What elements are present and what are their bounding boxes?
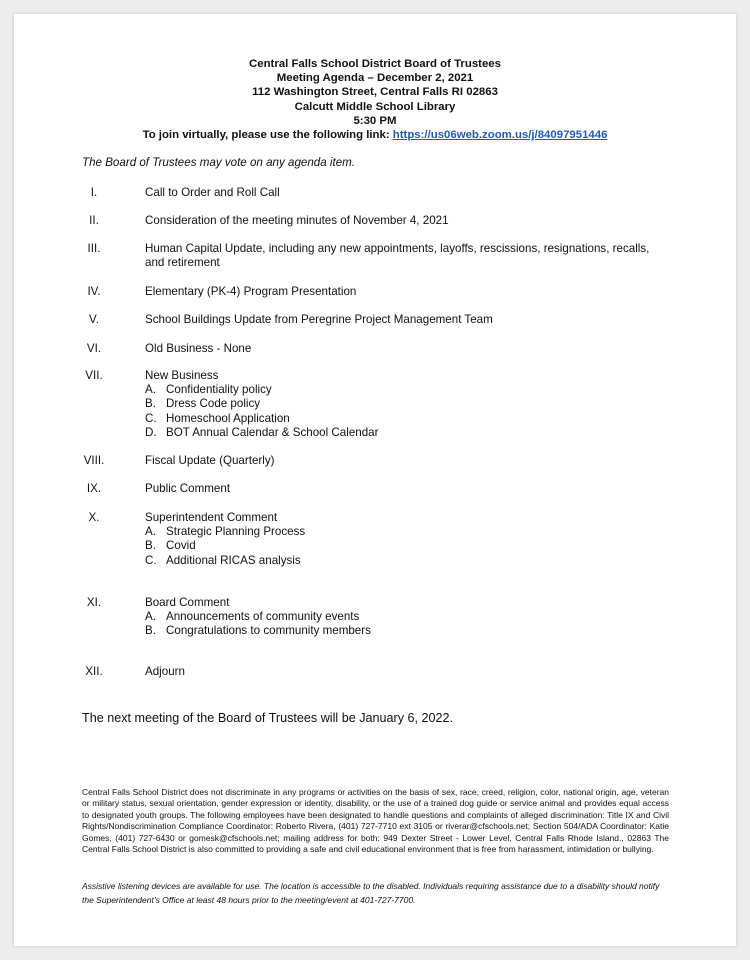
sub-item <box>145 412 675 426</box>
item-number: XI. <box>86 596 102 609</box>
item-number: IV. <box>87 285 101 298</box>
item-number: V. <box>89 313 99 326</box>
meeting-address: 112 Washington Street, Central Falls RI 02863 <box>252 86 498 99</box>
accessibility-notice: Assistive listening devices are available for use. The location is accessible to the disabled. Individuals requiring assistance due to a disability should notify the Superintendent’s Office at least 48 hours prior to the meeting/event at 401-727-7700. <box>82 881 660 905</box>
sub-item-letter: B. <box>145 624 156 638</box>
document-page <box>14 14 736 946</box>
board-name: Central Falls School District Board of Trustees <box>249 58 501 70</box>
item-title: Adjourn <box>145 665 185 678</box>
item-title: Superintendent Comment <box>145 511 278 524</box>
sub-item <box>145 426 675 440</box>
sub-item-letter: D. <box>145 425 157 439</box>
item-number: X. <box>88 511 100 524</box>
item-number: VI. <box>86 342 102 355</box>
item-number: II. <box>89 214 99 227</box>
agenda-header <box>14 57 736 142</box>
join-line <box>14 128 736 142</box>
item-title: Old Business - None <box>145 342 252 355</box>
next-meeting-notice: The next meeting of the Board of Trustees will be January 6, 2022. <box>82 711 454 725</box>
item-number: XII. <box>85 665 103 678</box>
sub-item-text: Additional RICAS analysis <box>166 553 301 567</box>
sub-item-letter: C. <box>145 411 157 425</box>
sub-item-text: Congratulations to community members <box>166 624 371 638</box>
sub-item-text: Covid <box>166 539 196 553</box>
sub-item <box>145 610 675 624</box>
item-number: VII. <box>85 369 103 382</box>
sub-item-text: Strategic Planning Process <box>166 525 306 539</box>
sub-item <box>145 554 675 568</box>
item-title: Board Comment <box>145 596 230 609</box>
sub-item <box>145 397 675 411</box>
item-title: New Business <box>145 369 219 382</box>
item-title: Public Comment <box>145 482 231 495</box>
sub-item-letter: A. <box>145 383 156 397</box>
meeting-date: Meeting Agenda – December 2, 2021 <box>276 72 474 85</box>
item-title: School Buildings Update from Peregrine Project Management Team <box>145 313 493 326</box>
zoom-link[interactable]: https://us06web.zoom.us/j/84097951446 <box>392 129 608 142</box>
nondiscrimination-notice: Central Falls School District does not discriminate in any programs or activities on the basis of sex, race, creed, religion, color, national origin, age, veteran or military status, sexual orientation, gender expression or identity, disability, or the use of a trained dog guide or service animal and provides equal access to designated youth groups. The following employees have been designated to handle questions and complaints of alleged discrimination: Title IX and Civil Rights/Nondiscrimination Compliance Coordinator: Roberto Rivera, (401) 727-7710 ext 3105 or riverar@cfschools.net; Section 504/ADA Coordinator: Katie Gomes, (401) 727-6430 or gomesk@cfschools.net; mailing address for both: 949 Dexter Street - Lower Level, Central Falls Rhode Island., 02863 The Central Falls School District is also committed to providing a safe and civil educational environment that is free from harassment, intimidation or bullying. <box>82 787 669 855</box>
item-title: Elementary (PK-4) Program Presentation <box>145 285 357 298</box>
join-text: To join virtually, please use the following link: <box>142 129 393 142</box>
sub-item <box>145 539 675 553</box>
item-title: Fiscal Update (Quarterly) <box>145 454 275 467</box>
item-title: Human Capital Update, including any new appointments, layoffs, rescissions, resignations, recalls, and retirement <box>145 242 650 270</box>
item-title: Call to Order and Roll Call <box>145 186 280 199</box>
item-number: I. <box>90 186 98 199</box>
meeting-time: 5:30 PM <box>353 114 397 127</box>
sub-item <box>145 383 675 397</box>
sub-item-text: BOT Annual Calendar & School Calendar <box>166 425 379 439</box>
sub-item-letter: B. <box>145 539 156 553</box>
sub-item-letter: A. <box>145 525 156 539</box>
sub-item-text: Announcements of community events <box>166 610 360 624</box>
sub-item-text: Homeschool Application <box>166 411 290 425</box>
item-title: Consideration of the meeting minutes of November 4, 2021 <box>145 214 449 227</box>
sub-item <box>145 525 675 539</box>
item-number: III. <box>87 242 101 255</box>
item-number: IX. <box>86 482 102 495</box>
sub-item <box>145 624 675 638</box>
sub-item-letter: C. <box>145 553 157 567</box>
sub-item-letter: A. <box>145 610 156 624</box>
sub-item-text: Dress Code policy <box>166 397 261 411</box>
vote-notice: The Board of Trustees may vote on any agenda item. <box>82 156 356 169</box>
item-number: VIII. <box>83 454 105 467</box>
meeting-location: Calcutt Middle School Library <box>294 100 456 113</box>
sub-item-text: Confidentiality policy <box>166 383 272 397</box>
sub-item-letter: B. <box>145 397 156 411</box>
